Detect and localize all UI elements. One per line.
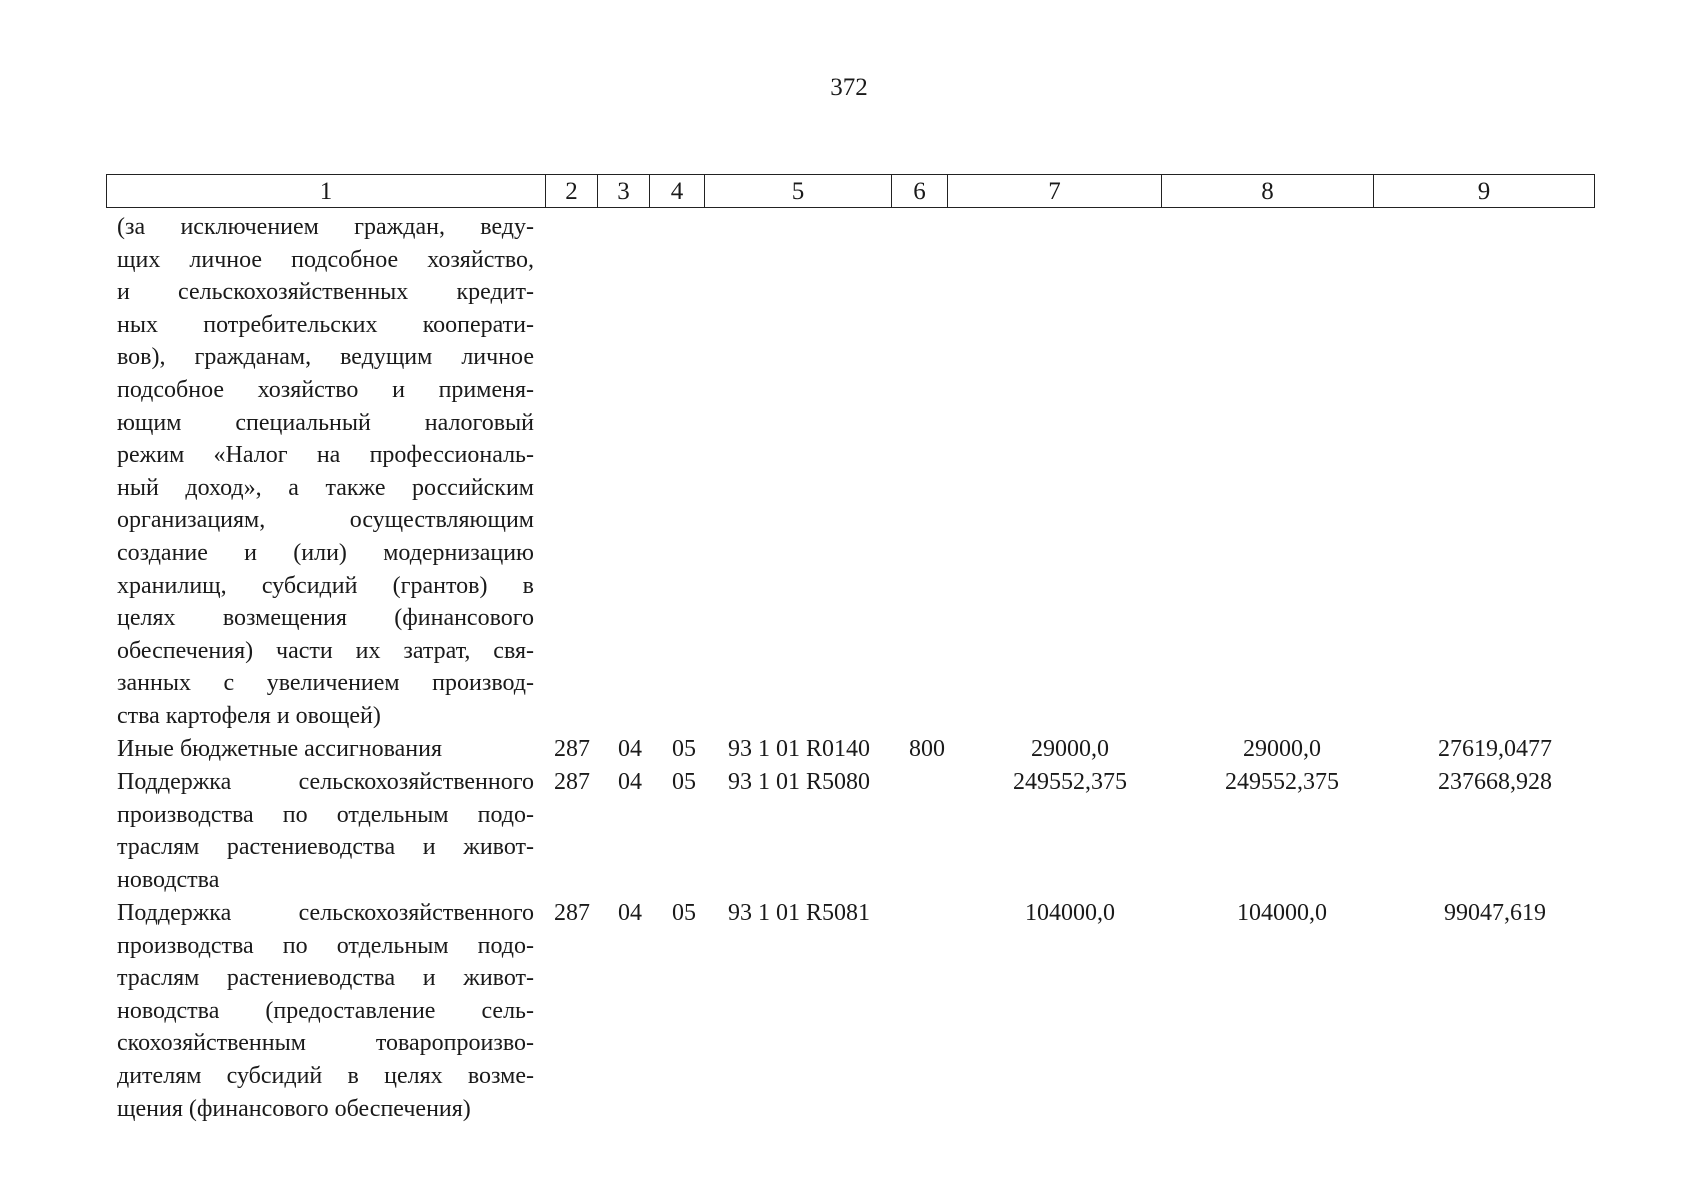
column-header-5: 5 [705,175,892,208]
cell-subsection-code: 05 [672,900,696,926]
description-line: Поддержка сельскохозяйственного [117,900,534,926]
description-line: подсобное хозяйство и применя- [117,376,534,403]
cell-amount-col7: 104000,0 [1025,900,1115,926]
description-line: новодства (предоставление сель- [117,997,534,1024]
cell-ministry-code: 287 [554,900,590,926]
cell-section-code: 04 [618,900,642,926]
cell-amount-col9: 237668,928 [1438,769,1552,795]
cell-expense-type: 800 [909,736,945,762]
cell-section-code: 04 [618,736,642,762]
description-line: режим «Налог на профессиональ- [117,442,534,469]
description-line: вов), гражданам, ведущим личное [117,344,534,371]
row-description [117,766,534,896]
cell-target-article: 93 1 01 R5080 [728,769,871,795]
cell-section-code: 04 [618,769,642,795]
page-number: 372 [830,74,868,101]
cell-amount-col8: 104000,0 [1237,900,1327,926]
description-line: щения (финансового обеспечения) [117,1095,471,1122]
description-line: и сельскохозяйственных кредит- [117,279,534,306]
description-line: дителям субсидий в целях возме- [117,1062,534,1089]
cell-amount-col7: 29000,0 [1031,736,1109,762]
description-line: щих личное подсобное хозяйство, [117,246,534,273]
cell-ministry-code: 287 [554,736,590,762]
description-line: Иные бюджетные ассигнования [117,736,442,762]
column-header-4: 4 [650,175,705,208]
cell-subsection-code: 05 [672,736,696,762]
column-header-9: 9 [1374,175,1595,208]
description-line: организациям, осуществляющим [117,507,534,534]
cell-subsection-code: 05 [672,769,696,795]
row-description [117,897,534,1125]
column-header-3: 3 [598,175,650,208]
description-line: ных потребительских кооперати- [117,311,534,338]
description-line: траслям растениеводства и живот- [117,834,534,861]
column-header-2: 2 [546,175,598,208]
column-header-8: 8 [1162,175,1374,208]
column-header-table [106,174,1595,208]
description-line: создание и (или) модернизацию [117,539,534,566]
cell-target-article: 93 1 01 R0140 [728,736,871,762]
column-header-6: 6 [892,175,948,208]
column-header-row [107,175,1595,208]
description-line: траслям растениеводства и живот- [117,965,534,992]
description-line: ный доход», а также российским [117,474,534,501]
row-description [117,211,534,733]
cell-amount-col8: 29000,0 [1243,736,1321,762]
cell-ministry-code: 287 [554,769,590,795]
cell-amount-col9: 99047,619 [1444,900,1546,926]
description-line: ства картофеля и овощей) [117,702,381,729]
description-line: обеспечения) части их затрат, свя- [117,637,534,664]
description-line: производства по отдельным подо- [117,932,534,959]
cell-target-article: 93 1 01 R5081 [728,900,871,926]
cell-amount-col7: 249552,375 [1013,769,1127,795]
cell-amount-col8: 249552,375 [1225,769,1339,795]
description-line: занных с увеличением производ- [117,670,534,697]
description-line: скохозяйственным товаропроизво- [117,1030,534,1057]
description-line: хранилищ, субсидий (грантов) в [117,572,534,599]
column-header-1: 1 [107,175,546,208]
description-line: целях возмещения (финансового [117,605,534,632]
description-line: (за исключением граждан, веду- [117,214,534,240]
description-line: ющим специальный налоговый [117,409,534,436]
description-line: новодства [117,866,220,893]
row-description [117,733,534,766]
description-line: производства по отдельным подо- [117,801,534,828]
description-line: Поддержка сельскохозяйственного [117,769,534,795]
column-header-7: 7 [948,175,1162,208]
cell-amount-col9: 27619,0477 [1438,736,1552,762]
